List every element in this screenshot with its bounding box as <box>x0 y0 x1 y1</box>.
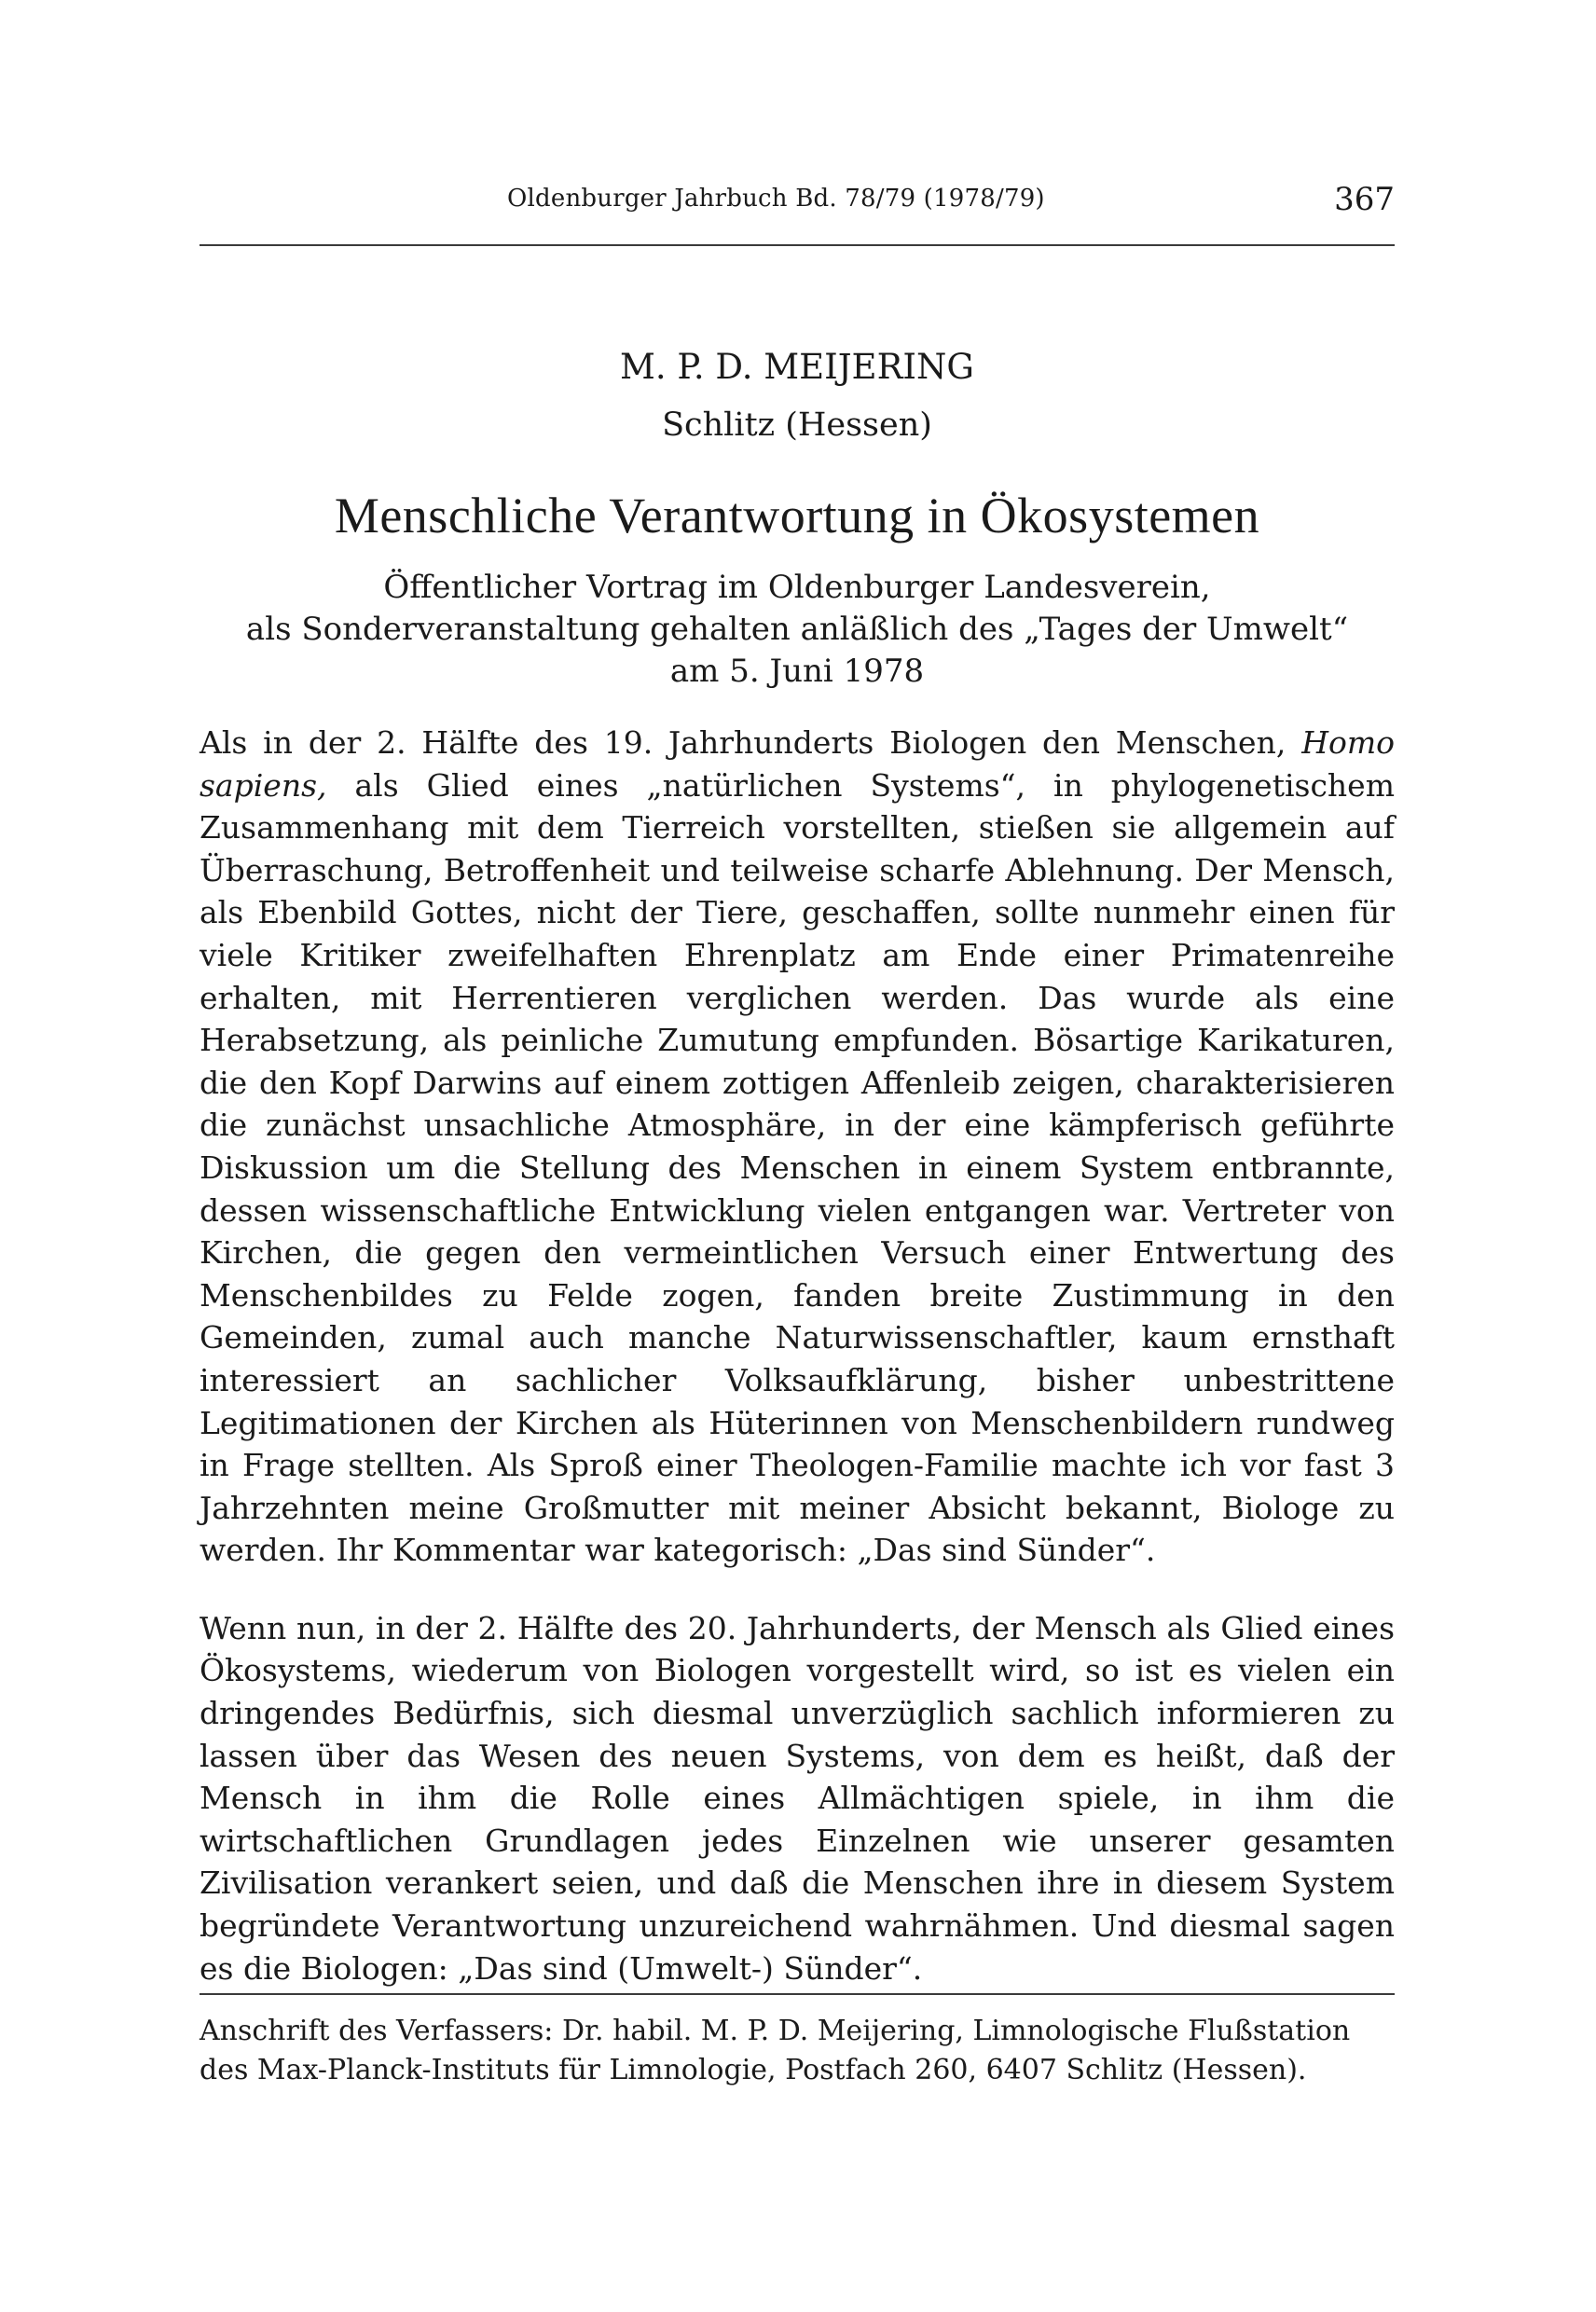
journal-citation: Oldenburger Jahrbuch Bd. 78/79 (1978/79) <box>507 185 1045 213</box>
paragraph-text: als Glied eines „natürlichen Systems“, in phylogenetischem Zusammenhang mit dem Tierreich vorstellten, stießen sie allgemein auf Überraschung, Betroffenheit und teilweise scharfe Ablehnung. Der Mensch, als Ebenbild Gottes, nicht der Tiere, geschaffen, sollte nunmehr einen für viele Kritiker zweifelhaften Ehrenplatz am Ende einer Primatenreihe erhalten, mit Herrentieren verglichen werden. Das wurde als eine Herabsetzung, als peinliche Zumutung empfunden. Bösartige Karikaturen, die den Kopf Darwins auf einem zottigen Affenleib zeigen, charakterisieren die zunächst unsachliche Atmosphäre, in der eine kämpferisch geführte Diskussion um die Stellung des Menschen in einem System entbrannte, dessen wissenschaftliche Entwicklung vielen entgangen war. Vertreter von Kirchen, die gegen den vermeintlichen Versuch einer Entwertung des Menschenbildes zu Felde zogen, fanden breite Zustimmung in den Gemeinden, zumal auch manche Naturwissenschaftler, kaum ernsthaft interessiert an sachlicher Volksaufklärung, bisher unbestrittene Legitimationen der Kirchen als Hüterinnen von Menschenbildern rundweg in Frage stellten. Als Sproß einer Theologen-Familie machte ich vor fast 3 Jahrzehnten meine Großmutter mit meiner Absicht bekannt, Biologe zu werden. Ihr Kommentar war kategorisch: „Das sind Sünder“. <box>200 766 1395 1569</box>
author-affiliation: Schlitz (Hessen) <box>662 406 932 444</box>
article-body <box>200 722 1395 1989</box>
page-number: 367 <box>1334 181 1395 218</box>
author-name: M. P. D. MEIJERING <box>620 347 974 387</box>
species-name: Homo sapiens, <box>200 724 1395 804</box>
footnote-line: des Max-Planck-Instituts für Limnologie, Postfach 260, 6407 Schlitz (Hessen). <box>200 2054 1307 2086</box>
article-title: Menschliche Verantwortung in Ökosystemen <box>334 488 1260 544</box>
subtitle-line: Öffentlicher Vortrag im Oldenburger Landesverein, <box>383 569 1211 606</box>
running-header <box>200 181 1395 231</box>
subtitle-line: als Sonderveranstaltung gehalten anläßlich des „Tages der Umwelt“ <box>245 611 1349 648</box>
header-rule <box>200 244 1395 246</box>
body-paragraph <box>200 722 1395 1572</box>
footnote-rule <box>200 1993 1395 1995</box>
subtitle-line: am 5. Juni 1978 <box>669 653 925 690</box>
document-page <box>200 0 1395 2312</box>
footnote-line: Anschrift des Verfassers: Dr. habil. M. P. D. Meijering, Limnologische Flußstation <box>200 2015 1351 2047</box>
article-subtitle <box>200 567 1395 693</box>
body-paragraph: Wenn nun, in der 2. Hälfte des 20. Jahrhunderts, der Mensch als Glied eines Ökosystems, wiederum von Biologen vorgestellt wird, so ist es vielen ein dringendes Bedürfnis, sich diesmal unverzüglich sachlich informieren zu lassen über das Wesen des neuen Systems, von dem es heißt, daß der Mensch in ihm die Rolle eines Allmächtigen spiele, in ihm die wirtschaftlichen Grundlagen jedes Einzelnen wie unserer gesamten Zivilisation verankert seien, und daß die Menschen ihre in diesem System begründete Verantwortung unzureichend wahrnähmen. Und diesmal sagen es die Biologen: „Das sind (Umwelt-) Sünder“. <box>200 1609 1395 1987</box>
author-address-footnote <box>200 2012 1395 2090</box>
paragraph-lead: Als in der 2. Hälfte des 19. Jahrhunderts Biologen den Menschen, <box>200 724 1286 761</box>
